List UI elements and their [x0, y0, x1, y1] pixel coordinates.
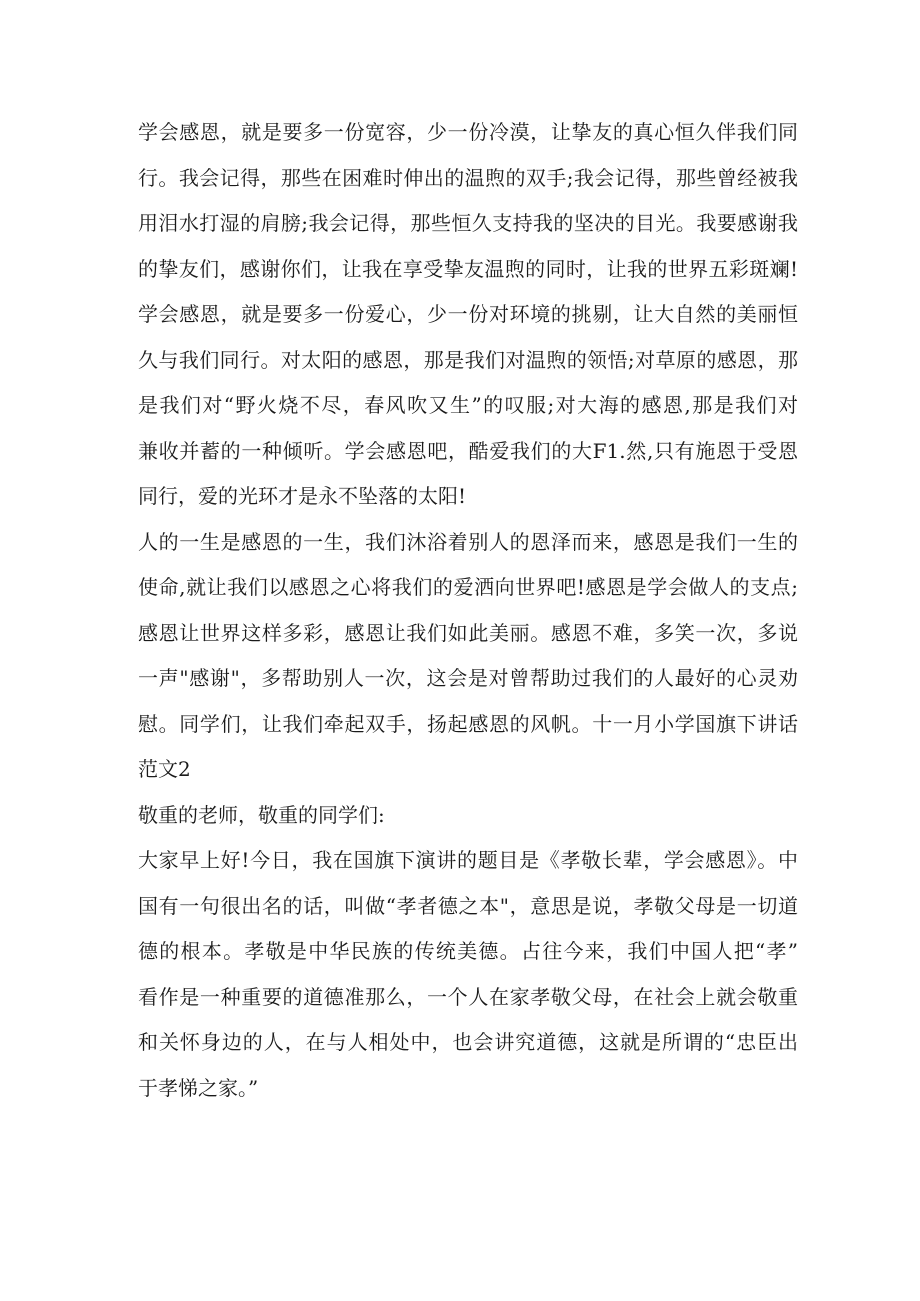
- text-line: 和关怀身边的人，在与人相处中，也会讲究道德，这就是所谓的“忠臣出: [138, 1030, 798, 1054]
- salutation: 敬重的老师，敬重的同学们:: [138, 802, 385, 827]
- text-line: 看作是一种重要的道德准那么，一个人在家孝敬父母，在社会上就会敬重: [138, 984, 798, 1009]
- text-line: 一声"感谢"，多帮助别人一次，这会是对曾帮助过我们的人最好的心灵劝: [138, 666, 798, 690]
- text-line: 慰。同学们，让我们牵起双手，扬起感恩的风帆。十一月小学国旗下讲话: [138, 711, 798, 736]
- text-line: 学会感恩，就是要多一份宽容，少一份冷漠，让挚友的真心恒久伴我们同: [138, 120, 798, 144]
- text-line: 行。我会记得，那些在困难时伸出的温煦的双手;我会记得，那些曾经被我: [138, 165, 798, 190]
- section-heading: 范文2: [138, 757, 191, 781]
- text-line: 同行，爱的光环才是永不坠落的太阳!: [138, 484, 467, 508]
- text-line: 德的根本。孝敬是中华民族的传统美德。占往今来，我们中国人把“孝”: [138, 939, 798, 963]
- text-line: 人的一生是感恩的一生，我们沐浴着别人的恩泽而来，感恩是我们一生的: [138, 529, 798, 554]
- text-line: 使命,就让我们以感恩之心将我们的爱洒向世界吧!感恩是学会做人的支点;: [138, 575, 798, 599]
- text-line: 国有一句很出名的话，叫做“孝者德之本"，意思是说，孝敬父母是一切道: [138, 893, 798, 918]
- text-line: 于孝悌之家。”: [138, 1075, 259, 1100]
- text-line: 兼收并蓄的一种倾听。学会感恩吧，酷爱我们的大F1.然,只有施恩于受恩: [138, 438, 798, 463]
- text-line: 学会感恩，就是要多一份爱心，少一份对环境的挑剔，让大自然的美丽恒: [138, 302, 798, 326]
- speech-text: [138, 110, 798, 1111]
- text-line: 是我们对“野火烧不尽，春风吹又生”的叹服;对大海的感恩,那是我们对: [138, 393, 798, 417]
- text-line: 用泪水打湿的肩膀;我会记得，那些恒久支持我的坚决的目光。我要感谢我: [138, 211, 798, 235]
- text-line: 大家早上好!今日，我在国旗下演讲的题目是《孝敬长辈，学会感恩》。中: [138, 848, 798, 872]
- text-line: 久与我们同行。对太阳的感恩，那是我们对温煦的领悟;对草原的感恩，那: [138, 347, 798, 372]
- text-line: 的挚友们，感谢你们，让我在享受挚友温煦的同时，让我的世界五彩斑斓!: [138, 256, 798, 281]
- text-line: 感恩让世界这样多彩，感恩让我们如此美丽。感恩不难，多笑一次，多说: [138, 620, 798, 645]
